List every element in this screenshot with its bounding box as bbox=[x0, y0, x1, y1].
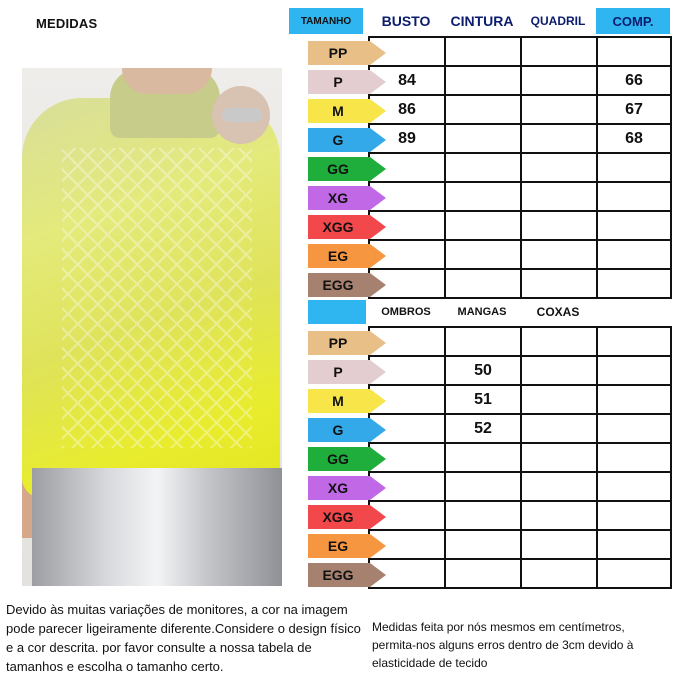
shoulders-column-header: OMBROS bbox=[381, 306, 431, 318]
color-disclaimer: Devido às muitas variações de monitores, a cor na imagem pode parecer ligeiramente diferente.Considere o design físico e a cor descrita. por favor consulte a nossa tabela de tamanhos e escolha o tamanho certo. bbox=[6, 602, 361, 674]
measurement-cell bbox=[522, 67, 598, 96]
measurement-cell: 89 bbox=[370, 125, 446, 154]
measurement-cell bbox=[446, 560, 522, 589]
size-tag bbox=[308, 418, 386, 442]
table-row bbox=[370, 560, 672, 589]
table-row bbox=[370, 328, 672, 357]
size-label: EG bbox=[327, 248, 349, 264]
measurement-cell bbox=[598, 531, 672, 560]
size-column-header: TAMANHO bbox=[289, 8, 363, 34]
table-row bbox=[370, 183, 672, 212]
section-separator bbox=[308, 300, 366, 324]
table-row bbox=[370, 473, 672, 502]
size-tag bbox=[308, 244, 386, 268]
measurement-cell bbox=[522, 241, 598, 270]
table-row bbox=[370, 125, 672, 154]
measurement-cell bbox=[598, 328, 672, 357]
size-tag bbox=[308, 41, 386, 65]
size-label: EGG bbox=[322, 277, 354, 293]
measurement-cell bbox=[598, 241, 672, 270]
size-tag bbox=[308, 447, 386, 471]
size-label: M bbox=[332, 393, 344, 409]
measurement-cell bbox=[522, 183, 598, 212]
measurement-cell: 86 bbox=[370, 96, 446, 125]
table-row bbox=[370, 386, 672, 415]
measurement-cell bbox=[446, 67, 522, 96]
size-tag bbox=[308, 186, 386, 210]
size-label: GG bbox=[327, 161, 349, 177]
measurement-cell: 67 bbox=[598, 96, 672, 125]
table-row bbox=[370, 502, 672, 531]
table-row bbox=[370, 270, 672, 299]
table-row bbox=[370, 96, 672, 125]
length-column-header: COMP. bbox=[596, 8, 670, 34]
size-tag bbox=[308, 534, 386, 558]
table-row bbox=[370, 444, 672, 473]
measurement-cell bbox=[446, 270, 522, 299]
measurement-cell bbox=[522, 473, 598, 502]
measurement-cell bbox=[522, 502, 598, 531]
measurement-cell bbox=[598, 386, 672, 415]
measurement-cell: 52 bbox=[446, 415, 522, 444]
table-row bbox=[370, 415, 672, 444]
size-tag bbox=[308, 360, 386, 384]
measurement-cell bbox=[446, 212, 522, 241]
measurement-cell bbox=[522, 560, 598, 589]
size-tag bbox=[308, 70, 386, 94]
size-label: P bbox=[333, 74, 343, 90]
measurement-cell bbox=[598, 502, 672, 531]
measurement-cell bbox=[598, 444, 672, 473]
size-tag bbox=[308, 563, 386, 587]
size-tag bbox=[308, 331, 386, 355]
size-label: PP bbox=[328, 335, 348, 351]
size-tag bbox=[308, 273, 386, 297]
table-row bbox=[370, 212, 672, 241]
size-tag bbox=[308, 476, 386, 500]
measurement-cell bbox=[522, 154, 598, 183]
size-label: EG bbox=[327, 538, 349, 554]
size-label: XGG bbox=[322, 509, 354, 525]
measurement-cell bbox=[522, 386, 598, 415]
measurement-cell bbox=[446, 241, 522, 270]
size-tag bbox=[308, 128, 386, 152]
measurement-cell bbox=[446, 125, 522, 154]
measurement-cell bbox=[522, 38, 598, 67]
measurements-grid-top bbox=[368, 36, 672, 299]
size-label: XG bbox=[327, 480, 349, 496]
sleeves-column-header: MANGAS bbox=[457, 306, 507, 318]
measurement-cell: 68 bbox=[598, 125, 672, 154]
size-label: G bbox=[332, 422, 344, 438]
measurement-cell bbox=[446, 473, 522, 502]
measurement-cell bbox=[522, 125, 598, 154]
size-tag bbox=[308, 389, 386, 413]
size-label: XGG bbox=[322, 219, 354, 235]
measurement-note: Medidas feita por nós mesmos em centímetros, permita-nos alguns erros dentro de 3cm devido à elasticidade de tecido bbox=[372, 620, 634, 670]
thighs-column-header: COXAS bbox=[536, 305, 580, 319]
measurement-cell bbox=[446, 183, 522, 212]
size-label: G bbox=[332, 132, 344, 148]
size-label: GG bbox=[327, 451, 349, 467]
measurement-cell bbox=[522, 357, 598, 386]
measurement-cell bbox=[522, 328, 598, 357]
size-tag bbox=[308, 505, 386, 529]
size-label: P bbox=[333, 364, 343, 380]
measurement-cell bbox=[522, 531, 598, 560]
measurement-cell: 50 bbox=[446, 357, 522, 386]
table-row bbox=[370, 531, 672, 560]
size-tag bbox=[308, 157, 386, 181]
measurement-cell: 66 bbox=[598, 67, 672, 96]
table-row bbox=[370, 38, 672, 67]
measurement-cell: 84 bbox=[370, 67, 446, 96]
measurement-cell bbox=[522, 96, 598, 125]
product-photo bbox=[22, 68, 282, 586]
page-title: MEDIDAS bbox=[36, 16, 98, 31]
measurement-cell bbox=[598, 357, 672, 386]
waist-column-header: CINTURA bbox=[450, 13, 514, 29]
size-tag bbox=[308, 215, 386, 239]
bust-column-header: BUSTO bbox=[381, 13, 431, 29]
measurement-cell bbox=[598, 183, 672, 212]
size-label: XG bbox=[327, 190, 349, 206]
table-row bbox=[370, 241, 672, 270]
measurement-cell bbox=[598, 415, 672, 444]
measurement-cell bbox=[446, 38, 522, 67]
measurement-cell bbox=[446, 444, 522, 473]
measurement-cell bbox=[522, 444, 598, 473]
size-tag bbox=[308, 99, 386, 123]
measurement-cell bbox=[522, 212, 598, 241]
measurement-cell bbox=[598, 154, 672, 183]
measurement-cell bbox=[598, 560, 672, 589]
measurement-cell bbox=[446, 154, 522, 183]
measurement-cell bbox=[446, 96, 522, 125]
measurement-cell bbox=[598, 38, 672, 67]
table-row bbox=[370, 154, 672, 183]
measurement-cell bbox=[598, 270, 672, 299]
hip-column-header: QUADRIL bbox=[530, 14, 586, 28]
measurement-cell bbox=[598, 212, 672, 241]
size-label: EGG bbox=[322, 567, 354, 583]
measurement-cell bbox=[598, 473, 672, 502]
measurement-cell bbox=[446, 531, 522, 560]
measurement-cell bbox=[446, 328, 522, 357]
size-label: PP bbox=[328, 45, 348, 61]
size-label: M bbox=[332, 103, 344, 119]
table-row bbox=[370, 357, 672, 386]
table-row bbox=[370, 67, 672, 96]
measurements-grid-bottom bbox=[368, 326, 672, 589]
measurement-cell bbox=[522, 270, 598, 299]
measurement-cell: 51 bbox=[446, 386, 522, 415]
measurement-cell bbox=[446, 502, 522, 531]
measurement-cell bbox=[522, 415, 598, 444]
